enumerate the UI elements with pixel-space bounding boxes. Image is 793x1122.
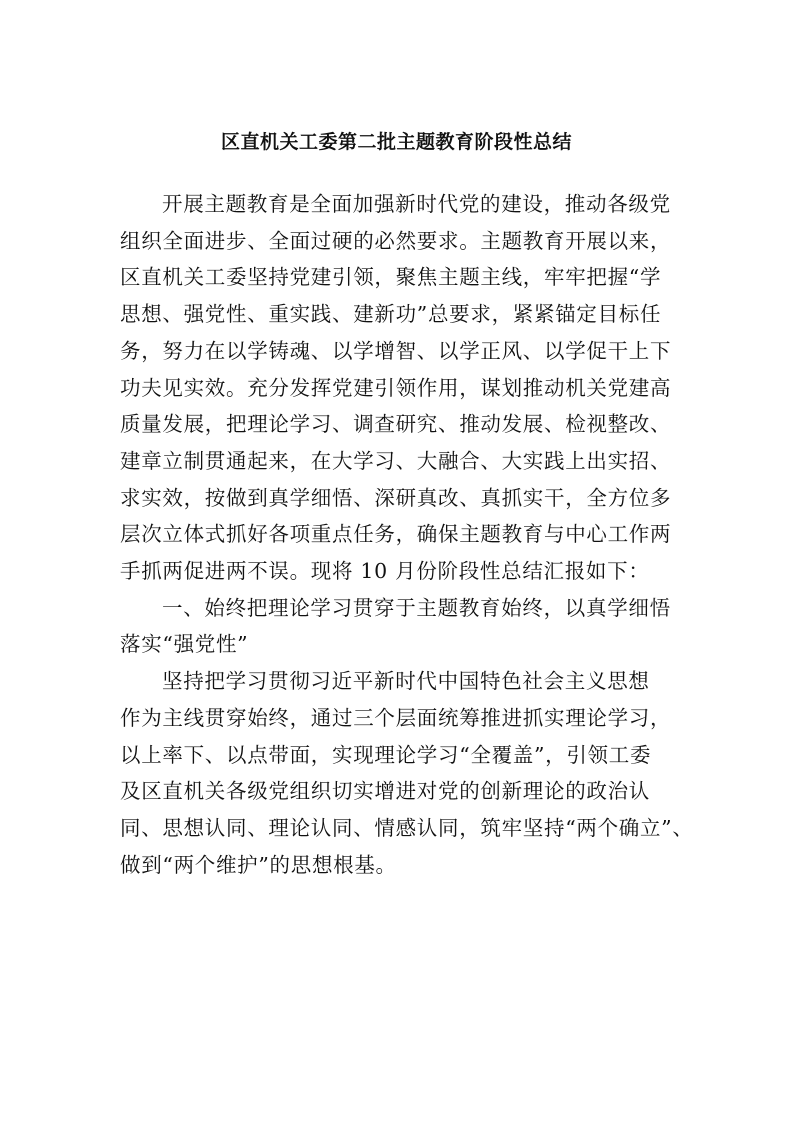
paragraph-line: 做到“两个维护”的思想根基。 <box>120 852 397 877</box>
paragraph-line: 思想、强党性、重实践、建新功”总要求，紧紧锚定目标任 <box>120 302 662 327</box>
document-body <box>120 186 694 883</box>
document-title: 区直机关工委第二批主题教育阶段性总结 <box>220 131 572 153</box>
paragraph-line: 开展主题教育是全面加强新时代党的建设，推动各级党 <box>162 192 671 216</box>
paragraph-line: 及区直机关各级党组织切实增进对党的创新理论的政治认 <box>120 779 650 804</box>
paragraph-line: 同、思想认同、理论认同、情感认同，筑牢坚持“两个确立”、 <box>120 815 694 840</box>
paragraph-line: 以上率下、以点带面，实现理论学习“全覆盖”，引领工委 <box>120 742 652 767</box>
heading-line: 落实“强党性” <box>120 632 249 657</box>
paragraph-line: 坚持把学习贯彻习近平新时代中国特色社会主义思想 <box>162 669 650 694</box>
paragraph-line: 层次立体式抓好各项重点任务，确保主题教育与中心工作两 <box>120 522 672 547</box>
paragraph-line: 区直机关工委坚持党建引领，聚焦主题主线，牢牢把握“学 <box>120 265 662 290</box>
paragraph-line: 功夫见实效。充分发挥党建引领作用，谋划推动机关党建高 <box>120 375 672 400</box>
section-heading <box>120 590 682 663</box>
intro-paragraph <box>120 186 682 590</box>
paragraph-line: 建章立制贯通起来，在大学习、大融合、大实践上出实招、 <box>120 448 672 473</box>
paragraph-line: 手抓两促进两不误。现将 10 月份阶段性总结汇报如下： <box>120 559 650 584</box>
paragraph-line: 组织全面进步、全面过硬的必然要求。主题教育开展以来， <box>120 228 672 253</box>
section-paragraph <box>120 663 694 883</box>
paragraph-line: 务，努力在以学铸魂、以学增智、以学正风、以学促干上下 <box>120 338 672 363</box>
heading-line: 一、始终把理论学习贯穿于主题教育始终，以真学细悟 <box>162 595 671 620</box>
paragraph-line: 作为主线贯穿始终，通过三个层面统筹推进抓实理论学习， <box>120 705 672 730</box>
paragraph-line: 求实效，按做到真学细悟、深研真改、真抓实干，全方位多 <box>120 485 672 510</box>
paragraph-line: 质量发展，把理论学习、调查研究、推动发展、检视整改、 <box>120 412 672 437</box>
